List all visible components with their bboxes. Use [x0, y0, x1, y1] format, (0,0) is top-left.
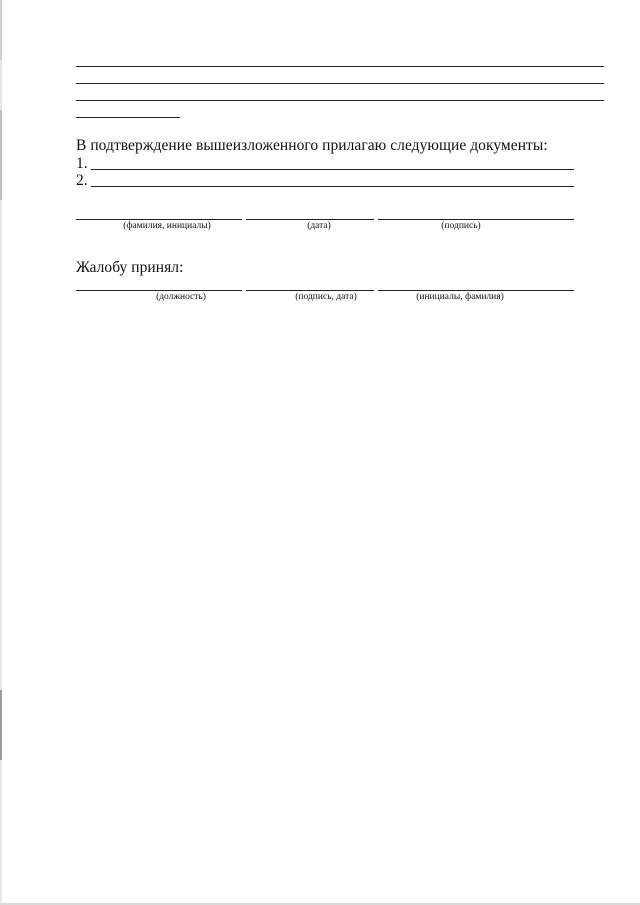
complaint-line-4[interactable] [76, 117, 180, 118]
receiver-signature-date-caption: (подпись, дата) [295, 292, 357, 302]
receiver-initials-caption: (инициалы, фамилия) [416, 292, 504, 302]
document-item-2-number: 2. [76, 172, 88, 189]
date-line[interactable] [246, 219, 374, 220]
document-item-2-line[interactable] [91, 186, 574, 187]
complaint-line-1[interactable] [76, 66, 604, 67]
complaint-line-2[interactable] [76, 83, 604, 84]
surname-caption: (фамилия, инициалы) [123, 221, 211, 231]
receiver-initials-line[interactable] [378, 290, 574, 291]
date-caption: (дата) [307, 221, 331, 231]
signature-caption: (подпись) [441, 221, 481, 231]
document-item-1-number: 1. [76, 155, 88, 172]
surname-line[interactable] [76, 219, 242, 220]
documents-intro: В подтверждение вышеизложенного прилагаю следующие документы: [76, 137, 548, 154]
scan-edge [0, 0, 2, 905]
document-item-1-line[interactable] [91, 169, 574, 170]
position-caption: (должность) [156, 292, 206, 302]
signature-line[interactable] [378, 219, 574, 220]
complaint-line-3[interactable] [76, 100, 604, 101]
position-line[interactable] [76, 290, 242, 291]
receiver-signature-date-line[interactable] [246, 290, 374, 291]
received-title: Жалобу принял: [76, 259, 184, 276]
